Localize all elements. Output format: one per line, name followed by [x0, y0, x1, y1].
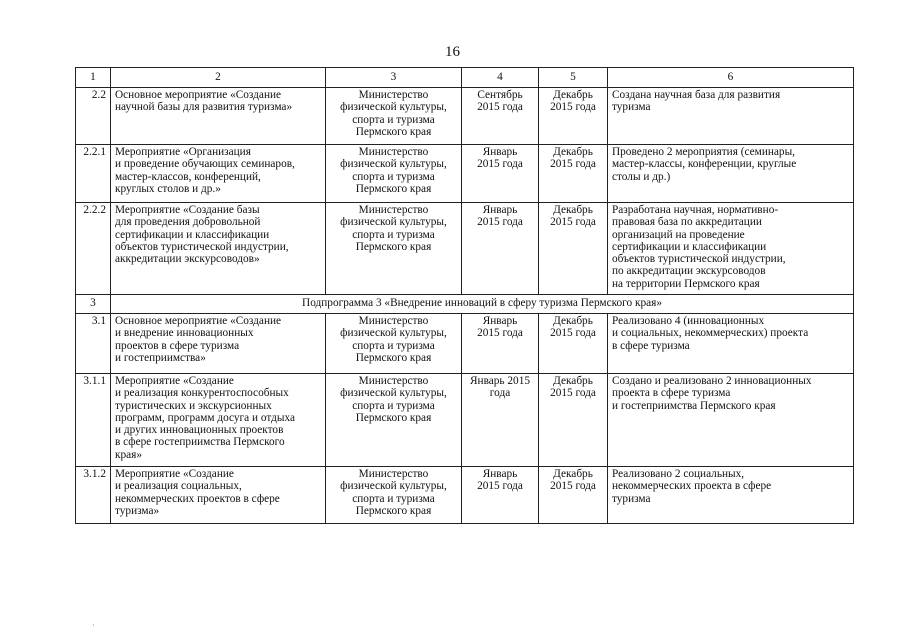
start-date: Январь 2015 года [462, 145, 539, 203]
executor: Министерство физической культуры, спорта и туризма Пермского края [326, 88, 462, 145]
row-number: 2.2 [76, 88, 111, 145]
column-number-6: 6 [608, 68, 854, 88]
column-number-4: 4 [462, 68, 539, 88]
table-header-row [76, 68, 854, 88]
expected-result: Реализовано 4 (инновационных и социальных, некоммерческих) проекта в сфере туризма [608, 314, 854, 374]
subprogram-row [76, 295, 854, 314]
row-number: 3.1.2 [76, 467, 111, 524]
start-date: Январь 2015 года [462, 467, 539, 524]
row-number: 3.1 [76, 314, 111, 374]
event-name: Основное мероприятие «Создание и внедрение инновационных проектов в сфере туризма и гостеприимства» [111, 314, 326, 374]
table-row [76, 203, 854, 295]
expected-result: Создана научная база для развития туризма [608, 88, 854, 145]
start-date: Январь 2015 года [462, 314, 539, 374]
start-date: Сентябрь 2015 года [462, 88, 539, 145]
column-number-5: 5 [539, 68, 608, 88]
event-name: Мероприятие «Создание базы для проведения добровольной сертификации и классификации объектов туристической индустрии, аккредитации экскурсоводов» [111, 203, 326, 295]
end-date: Декабрь 2015 года [539, 467, 608, 524]
page-number: 16 [445, 44, 460, 60]
end-date: Декабрь 2015 года [539, 145, 608, 203]
executor: Министерство физической культуры, спорта и туризма Пермского края [326, 314, 462, 374]
expected-result: Создано и реализовано 2 инновационных проекта в сфере туризма и гостеприимства Пермского края [608, 374, 854, 467]
table-row [76, 314, 854, 374]
event-name: Мероприятие «Создание и реализация социальных, некоммерческих проектов в сфере туризма» [111, 467, 326, 524]
scan-speck: · [92, 621, 95, 630]
subprogram-title: Подпрограмма 3 «Внедрение инноваций в сферу туризма Пермского края» [111, 295, 854, 314]
expected-result: Разработана научная, нормативно- правовая база по аккредитации организаций на проведение сертификации и классификации объектов туристической индустрии, по аккредитации экскурсоводов на территории Пермского края [608, 203, 854, 295]
executor: Министерство физической культуры, спорта и туризма Пермского края [326, 467, 462, 524]
subprogram-number: 3 [76, 295, 111, 314]
row-number: 2.2.1 [76, 145, 111, 203]
event-name: Основное мероприятие «Создание научной базы для развития туризма» [111, 88, 326, 145]
executor: Министерство физической культуры, спорта и туризма Пермского края [326, 374, 462, 467]
executor: Министерство физической культуры, спорта и туризма Пермского края [326, 145, 462, 203]
end-date: Декабрь 2015 года [539, 88, 608, 145]
events-table [75, 67, 854, 524]
row-number: 3.1.1 [76, 374, 111, 467]
start-date: Январь 2015 года [462, 203, 539, 295]
end-date: Декабрь 2015 года [539, 203, 608, 295]
event-name: Мероприятие «Создание и реализация конкурентоспособных туристических и экскурсионных программ, программ досуга и отдыха и других инновационных проектов в сфере гостеприимства Пермского края» [111, 374, 326, 467]
event-name: Мероприятие «Организация и проведение обучающих семинаров, мастер-классов, конференций, круглых столов и др.» [111, 145, 326, 203]
column-number-2: 2 [111, 68, 326, 88]
column-number-1: 1 [76, 68, 111, 88]
table-row [76, 145, 854, 203]
row-number: 2.2.2 [76, 203, 111, 295]
table-row [76, 374, 854, 467]
table-row [76, 88, 854, 145]
end-date: Декабрь 2015 года [539, 314, 608, 374]
start-date: Январь 2015 года [462, 374, 539, 467]
table-row [76, 467, 854, 524]
executor: Министерство физической культуры, спорта и туризма Пермского края [326, 203, 462, 295]
expected-result: Реализовано 2 социальных, некоммерческих проекта в сфере туризма [608, 467, 854, 524]
end-date: Декабрь 2015 года [539, 374, 608, 467]
expected-result: Проведено 2 мероприятия (семинары, мастер-классы, конференции, круглые столы и др.) [608, 145, 854, 203]
column-number-3: 3 [326, 68, 462, 88]
